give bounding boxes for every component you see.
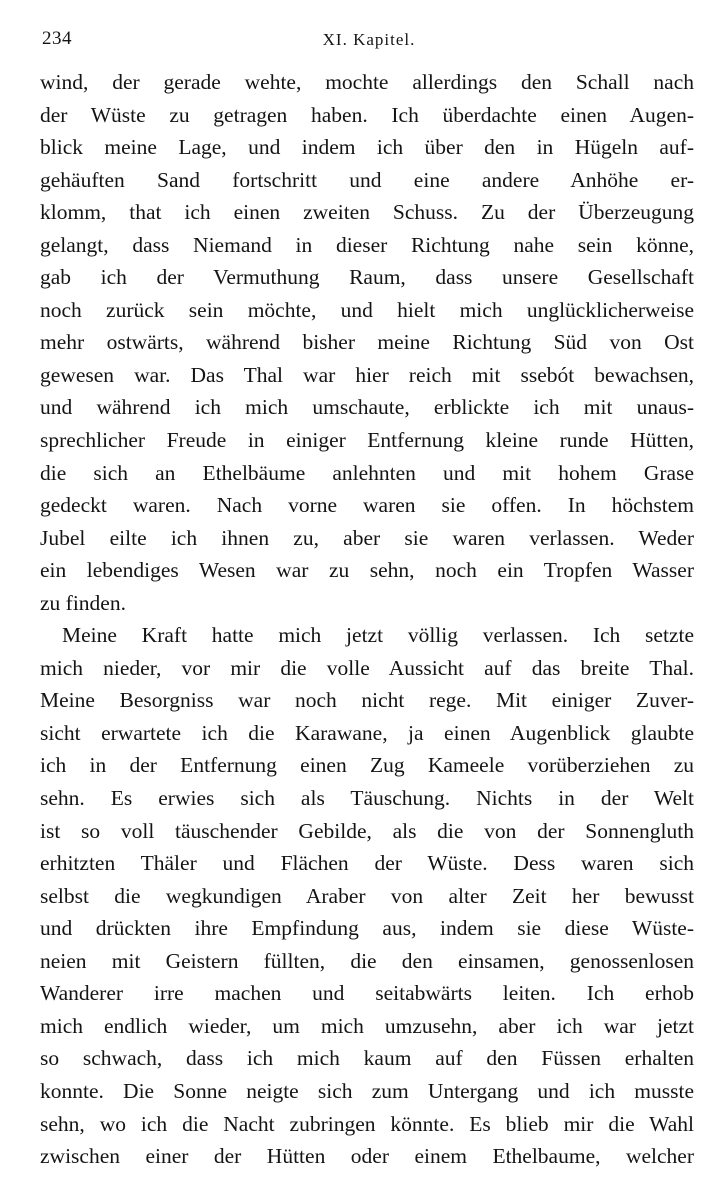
paragraph-last-line: zu finden. [40,590,126,615]
text-line: der Wüste zu getragen haben. Ich überdachte einen Augen- [40,102,694,127]
text-line: mehr ostwärts, während bisher meine Richtung Süd von Ost [40,330,694,355]
text-line: mich endlich wieder, um mich umzusehn, aber ich war jetzt [40,1013,694,1038]
text-line: ich in der Entfernung einen Zug Kameele vorüberziehen zu [40,753,694,778]
page-number: 234 [42,28,72,49]
text-line: gehäuften Sand fortschritt und eine andere Anhöhe er- [40,167,694,192]
text-line: und während ich mich umschaute, erblickte ich mit unaus- [40,395,694,420]
body-text [40,66,694,1173]
text-line: gab ich der Vermuthung Raum, dass unsere Gesellschaft [40,265,694,290]
text-line: zwischen einer der Hütten oder einem Ethelbaume, welcher [40,1144,694,1169]
text-line: Wanderer irre machen und seitabwärts leiten. Ich erhob [40,981,694,1006]
text-line: sprechlicher Freude in einiger Entfernung kleine runde Hütten, [40,428,694,453]
text-line: mich nieder, vor mir die volle Aussicht auf das breite Thal. [40,655,694,680]
text-line: sehn. Es erwies sich als Täuschung. Nichts in der Welt [40,786,694,811]
text-line: gedeckt waren. Nach vorne waren sie offen. In höchstem [40,493,694,518]
text-line: ist so voll täuschender Gebilde, als die von der Sonnengluth [40,818,694,843]
text-line: gelangt, dass Niemand in dieser Richtung nahe sein könne, [40,232,694,257]
text-line: noch zurück sein möchte, und hielt mich unglücklicherweise [40,297,694,322]
text-line: Meine Besorgniss war noch nicht rege. Mit einiger Zuver- [40,688,694,713]
text-line: ein lebendiges Wesen war zu sehn, noch ein Tropfen Wasser [40,558,694,583]
text-line: klomm, that ich einen zweiten Schuss. Zu der Überzeugung [40,200,694,225]
text-line: wind, der gerade wehte, mochte allerdings den Schall nach [40,70,694,94]
text-line: selbst die wegkundigen Araber von alter Zeit her bewusst [40,883,694,908]
text-line: die sich an Ethelbäume anlehnten und mit hohem Grase [40,460,694,485]
text-line: sicht erwartete ich die Karawane, ja einen Augenblick glaubte [40,720,694,745]
text-line: so schwach, dass ich mich kaum auf den Füssen erhalten [40,1046,694,1071]
text-line: sehn, wo ich die Nacht zubringen könnte. Es blieb mir die Wahl [40,1111,694,1136]
text-line: erhitzten Thäler und Flächen der Wüste. Dess waren sich [40,851,694,876]
text-line: neien mit Geistern füllten, die den einsamen, genossenlosen [40,948,694,973]
text-line: blick meine Lage, und indem ich über den in Hügeln auf- [40,135,694,160]
text-line: gewesen war. Das Thal war hier reich mit ssebót bewachsen, [40,362,694,387]
paragraph-first-line: Meine Kraft hatte mich jetzt völlig verlassen. Ich setzte [62,623,694,648]
text-line: und drückten ihre Empfindung aus, indem sie diese Wüste- [40,916,694,941]
text-line: konnte. Die Sonne neigte sich zum Untergang und ich musste [40,1078,694,1103]
chapter-title: XI. Kapitel. [322,30,416,49]
text-line: Jubel eilte ich ihnen zu, aber sie waren verlassen. Weder [40,525,694,550]
running-head [42,28,696,54]
